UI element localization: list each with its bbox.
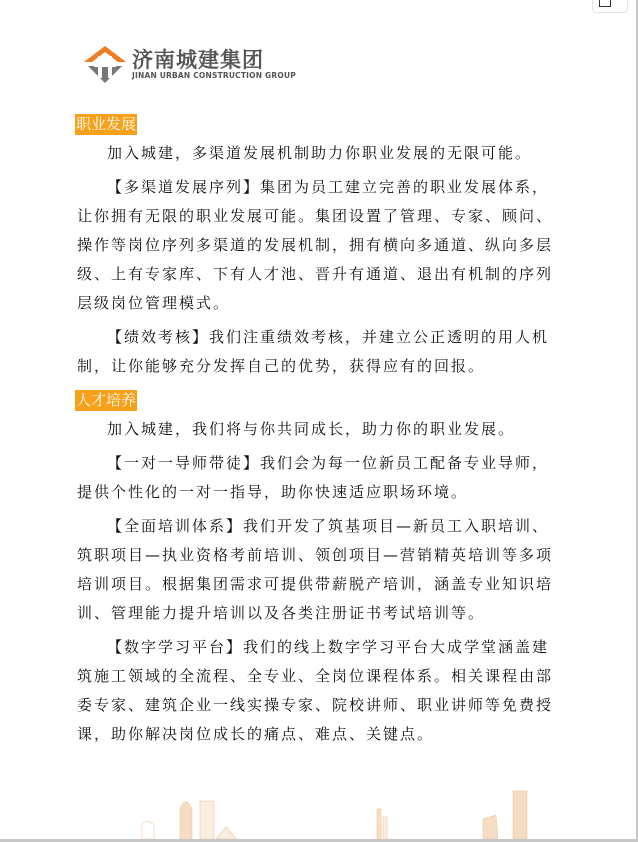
section-heading: 人才培养 — [76, 391, 137, 409]
paragraph: 【全面培训体系】我们开发了筑基项目—新员工入职培训、筑职项目—执业资格考前培训、领创项目—营销精英培训等多项培训项目。根据集团需求可提供带薪脱产培训，涵盖专业知识培训、管理能力提升培训以及各类注册证书考试培训等。 — [77, 517, 554, 622]
paragraph: 加入城建，我们将与你共同成长，助力你的职业发展。 — [107, 420, 516, 438]
logo-chinese-name: 济南城建集团 — [132, 47, 264, 72]
page-view-toggle[interactable] — [592, 0, 628, 13]
section-heading: 职业发展 — [76, 115, 137, 133]
logo-mark-icon — [82, 44, 128, 84]
company-logo — [82, 44, 296, 84]
paragraph: 【绩效考核】我们注重绩效考核，并建立公正透明的用人机制，让你能够充分发挥自己的优势，获得应有的回报。 — [77, 328, 550, 375]
section-training — [77, 386, 555, 749]
paragraph: 加入城建，多渠道发展机制助力你职业发展的无限可能。 — [107, 144, 533, 162]
paragraph: 【数字学习平台】我们的线上数字学习平台大成学堂涵盖建筑施工领域的全流程、全专业、全岗位课程体系。相关课程由部委专家、建筑企业一线实操专家、院校讲师、职业讲师等免费授课，助你解决岗位成长的痛点、难点、关键点。 — [77, 638, 554, 743]
section-career — [77, 110, 555, 381]
paragraph: 【一对一导师带徒】我们会为每一位新员工配备专业导师，提供个性化的一对一指导，助你快速适应职场环境。 — [77, 454, 550, 501]
logo-english-name: JINAN URBAN CONSTRUCTION GROUP — [132, 70, 296, 80]
document-icon — [599, 0, 611, 7]
document-body — [77, 110, 555, 754]
paragraph: 【多渠道发展序列】集团为员工建立完善的职业发展体系，让你拥有无限的职业发展可能。集团设置了管理、专家、顾问、操作等岗位序列多渠道的发展机制，拥有横向多通道、纵向多层级、上有专家库、下有人才池、晋升有通道、退出有机制的序列层级岗位管理模式。 — [77, 178, 554, 312]
city-skyline-decoration — [140, 789, 580, 839]
